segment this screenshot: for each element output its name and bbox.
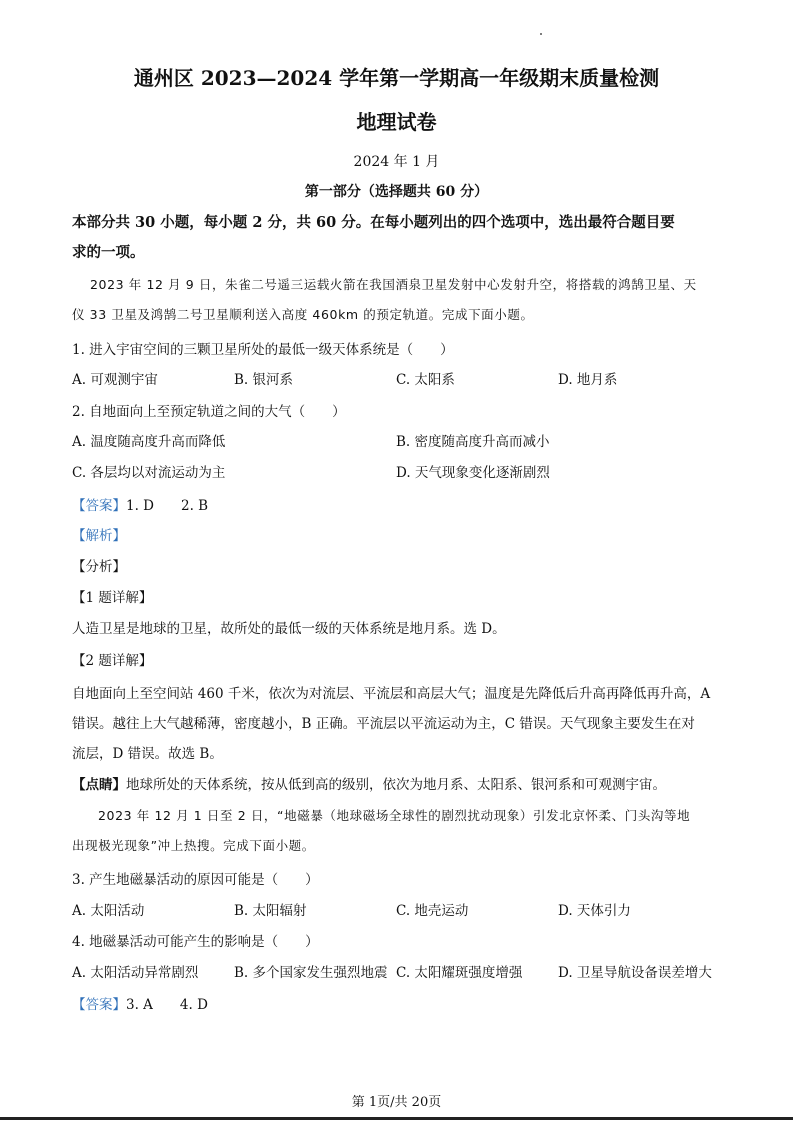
- answer-block-1: [72, 494, 208, 514]
- exam-date: 2024 年 1 月: [353, 154, 440, 170]
- group1-intro-line2: 仪 33 卫星及鸿鹄二号卫星顺利送入高度 460km 的预定轨道。完成下面小题。: [72, 307, 534, 322]
- detail-2-heading: 【2 题详解】: [72, 653, 153, 669]
- question-2-stem: 2. 自地面向上至预定轨道之间的大气（ ）: [72, 404, 346, 420]
- answer-tag: 【答案】: [72, 498, 126, 514]
- exam-subject: 地理试卷: [356, 110, 437, 134]
- detail-1-text: 人造卫星是地球的卫星，故所处的最低一级的天体系统是地月系。选 D。: [72, 621, 506, 637]
- question-1-stem: 1. 进入宇宙空间的三颗卫星所处的最低一级天体系统是（ ）: [72, 342, 454, 358]
- question-3-stem: 3. 产生地磁暴活动的原因可能是（ ）: [72, 872, 319, 888]
- q4-option-b: B. 多个国家发生强烈地震: [234, 965, 388, 981]
- speck-mark: [540, 33, 542, 35]
- section-heading: 第一部分（选择题共 60 分）: [304, 184, 489, 200]
- section-instruction-line2: 求的一项。: [72, 244, 145, 261]
- detail-2-line3: 流层，D 错误。故选 B。: [72, 746, 223, 762]
- q3-option-d: D. 天体引力: [558, 903, 631, 919]
- page-number: 第 1页/共 20页: [351, 1095, 442, 1110]
- dianjing-tag: 【点睛】: [72, 777, 126, 793]
- q2-option-b: B. 密度随高度升高而减小: [396, 434, 550, 450]
- q4-option-c: C. 太阳耀斑强度增强: [396, 965, 523, 981]
- question-4-stem: 4. 地磁暴活动可能产生的影响是（ ）: [72, 934, 319, 950]
- group2-intro-line1: 2023 年 12 月 1 日至 2 日，“地磁暴（地球磁场全球性的剧烈扰动现象）引发北京怀柔、门头沟等地: [98, 808, 691, 823]
- q2-option-c: C. 各层均以对流运动为主: [72, 465, 226, 481]
- group1-intro-line1: 2023 年 12 月 9 日，朱雀二号遥三运载火箭在我国酒泉卫星发射中心发射升空，将搭载的鸿鹄卫星、天: [90, 277, 697, 292]
- dianjing-block: [72, 773, 666, 793]
- section-instruction-line1: 本部分共 30 小题，每小题 2 分，共 60 分。在每小题列出的四个选项中，选出最符合题目要: [72, 214, 675, 231]
- q2-option-d: D. 天气现象变化逐渐剧烈: [396, 465, 550, 481]
- q2-option-a: A. 温度随高度升高而降低: [72, 434, 226, 450]
- answer-tag-2: 【答案】: [72, 997, 126, 1013]
- q4-option-d: D. 卫星导航设备误差增大: [558, 965, 712, 981]
- answer-block-2: [72, 993, 208, 1013]
- detail-2-line2: 错误。越往上大气越稀薄，密度越小，B 正确。平流层以平流运动为主，C 错误。天气现象主要发生在对: [72, 716, 695, 732]
- q3-option-c: C. 地壳运动: [396, 903, 469, 919]
- dianjing-text: 地球所处的天体系统，按从低到高的级别，依次为地月系、太阳系、银河系和可观测宇宙。: [126, 777, 666, 793]
- q1-option-c: C. 太阳系: [396, 372, 455, 388]
- q3-option-b: B. 太阳辐射: [234, 903, 307, 919]
- q3-option-a: A. 太阳活动: [72, 903, 145, 919]
- detail-1-heading: 【1 题详解】: [72, 590, 153, 606]
- q4-option-a: A. 太阳活动异常剧烈: [72, 965, 199, 981]
- analysis-fenxi: 【分析】: [72, 559, 126, 575]
- q1-option-b: B. 银河系: [234, 372, 294, 388]
- group2-intro-line2: 出现极光现象”冲上热搜。完成下面小题。: [72, 838, 315, 853]
- detail-2-line1: 自地面向上至空间站 460 千米，依次为对流层、平流层和高层大气；温度是先降低后升高再降低再升高，A: [72, 686, 711, 702]
- answer-text-2: 3. A 4. D: [126, 997, 208, 1013]
- answer-text: 1. D 2. B: [126, 498, 209, 514]
- exam-title: 通州区 2023—2024 学年第一学期高一年级期末质量检测: [133, 66, 660, 90]
- q1-option-a: A. 可观测宇宙: [72, 372, 158, 388]
- q1-option-d: D. 地月系: [558, 372, 618, 388]
- analysis-tag: 【解析】: [72, 528, 126, 544]
- bottom-rule: [0, 1117, 793, 1120]
